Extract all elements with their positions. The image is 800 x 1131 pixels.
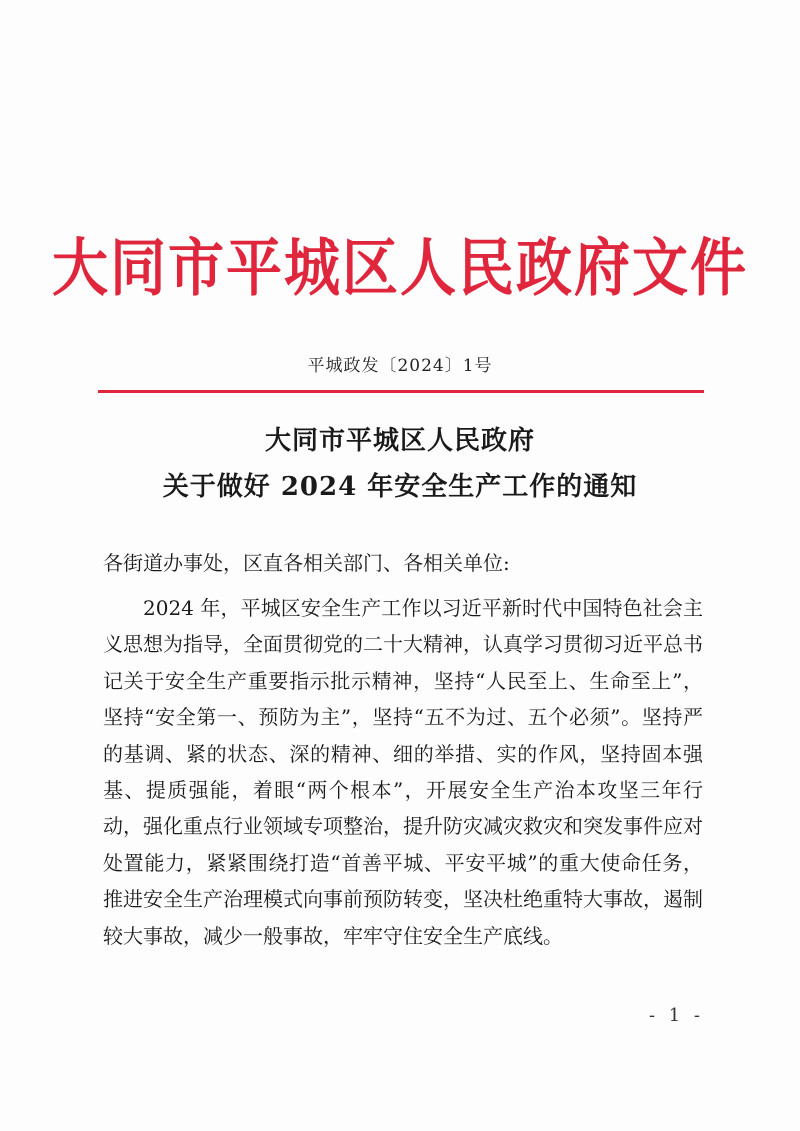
body-paragraph: 2024 年，平城区安全生产工作以习近平新时代中国特色社会主义思想为指导，全面贯彻党的二十大精神，认真学习贯彻习近平总书记关于安全生产重要指示批示精神，坚持“人民至上、生命至上”，坚持“安全第一、预防为主”，坚持“五不为过、五个必须”。坚持严的基调、紧的状态、深的精神、细的举措、实的作风，坚持固本强基、提质强能，着眼“两个根本”，开展安全生产治本攻坚三年行动，强化重点行业领域专项整治，提升防灾减灾救灾和突发事件应对处置能力，紧紧围绕打造“首善平城、平安平城”的重大使命任务，推进安全生产治理模式向事前预防转变，坚决杜绝重特大事故，遏制较大事故，减少一般事故，牢牢守住安全生产底线。 (103, 596, 703, 948)
masthead-title: 大同市平城区人民政府文件 (52, 231, 748, 306)
red-divider-line (98, 390, 704, 393)
document-number: 平城政发〔2024〕1号 (307, 356, 493, 376)
notice-title-line-1: 大同市平城区人民政府 (264, 426, 535, 456)
notice-title-line-2: 关于做好 2024 年安全生产工作的通知 (162, 472, 638, 502)
salutation: 各街道办事处，区直各相关部门、各相关单位: (103, 551, 510, 575)
page-number: - 1 - (648, 1005, 704, 1026)
